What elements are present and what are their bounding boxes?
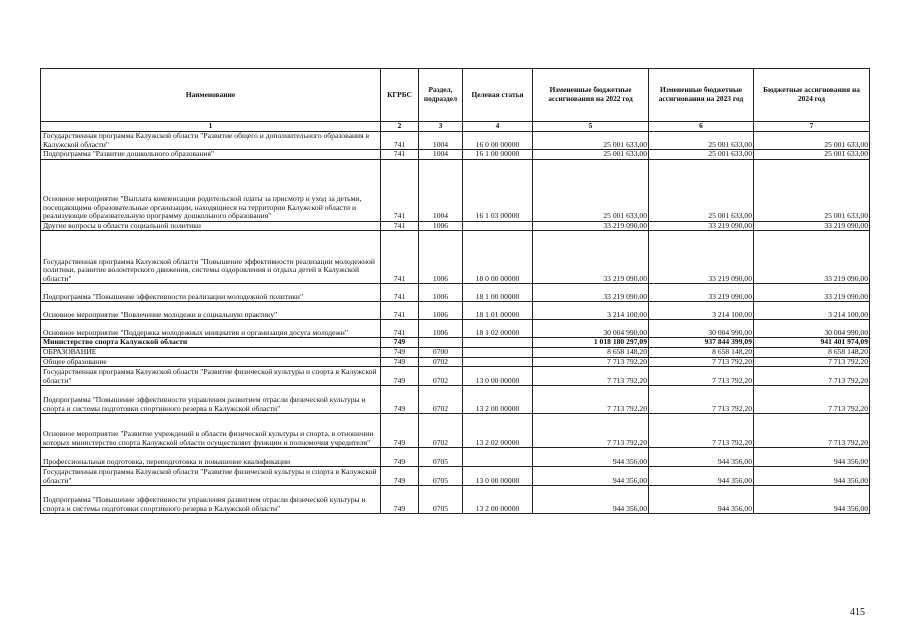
row-target — [463, 347, 533, 357]
row-section: 0702 — [419, 367, 463, 386]
row-kgrbs: 741 — [381, 284, 419, 302]
row-amount-2022: 33 219 090,00 — [533, 231, 649, 284]
row-amount-2024: 944 356,00 — [754, 467, 870, 486]
row-target — [463, 221, 533, 231]
row-amount-2023: 33 219 090,00 — [649, 231, 754, 284]
table-row — [41, 302, 870, 320]
table-row — [41, 448, 870, 467]
table-body — [41, 132, 870, 514]
row-name: Государственная программа Калужской области "Развитие общего и дополнительного образования в Калужской области" — [41, 132, 381, 150]
row-name: Основное мероприятие "Вовлечение молодежи в социальную практику" — [41, 302, 381, 320]
row-kgrbs: 741 — [381, 221, 419, 231]
column-number: 3 — [419, 122, 463, 132]
row-target: 13 2 00 00000 — [463, 486, 533, 514]
row-target: 16 1 00 00000 — [463, 150, 533, 160]
row-amount-2023: 25 001 633,00 — [649, 159, 754, 221]
row-target: 18 1 01 00000 — [463, 302, 533, 320]
row-target: 13 2 00 00000 — [463, 386, 533, 414]
row-amount-2022: 7 713 792,20 — [533, 367, 649, 386]
row-section — [419, 338, 463, 348]
row-amount-2024: 25 001 633,00 — [754, 150, 870, 160]
row-amount-2024: 7 713 792,20 — [754, 386, 870, 414]
row-amount-2023: 944 356,00 — [649, 467, 754, 486]
budget-table — [40, 68, 870, 514]
column-number: 1 — [41, 122, 381, 132]
header-section: Раздел, подраздел — [419, 69, 463, 122]
header-2024: Бюджетные ассигнования на 2024 год — [754, 69, 870, 122]
row-amount-2022: 944 356,00 — [533, 486, 649, 514]
row-name: Другие вопросы в области социальной политики — [41, 221, 381, 231]
row-kgrbs: 749 — [381, 414, 419, 448]
row-kgrbs: 749 — [381, 448, 419, 467]
row-amount-2022: 33 219 090,00 — [533, 284, 649, 302]
row-target: 18 1 00 00000 — [463, 284, 533, 302]
row-amount-2024: 944 356,00 — [754, 486, 870, 514]
table-row — [41, 320, 870, 338]
row-section: 1004 — [419, 132, 463, 150]
row-amount-2022: 944 356,00 — [533, 467, 649, 486]
row-amount-2023: 33 219 090,00 — [649, 284, 754, 302]
row-amount-2024: 33 219 090,00 — [754, 221, 870, 231]
column-number-row — [41, 122, 870, 132]
row-section: 0702 — [419, 414, 463, 448]
row-amount-2022: 7 713 792,20 — [533, 414, 649, 448]
row-amount-2023: 30 004 990,00 — [649, 320, 754, 338]
row-section: 0705 — [419, 448, 463, 467]
table-row — [41, 386, 870, 414]
table-row — [41, 357, 870, 367]
row-amount-2024: 8 658 148,20 — [754, 347, 870, 357]
row-amount-2024: 7 713 792,20 — [754, 357, 870, 367]
row-amount-2022: 25 001 633,00 — [533, 150, 649, 160]
table-row — [41, 367, 870, 386]
row-amount-2022: 33 219 090,00 — [533, 221, 649, 231]
header-2022: Измененные бюджетные ассигнования на 2022 год — [533, 69, 649, 122]
row-section: 1006 — [419, 320, 463, 338]
row-section: 1006 — [419, 284, 463, 302]
column-number: 6 — [649, 122, 754, 132]
row-kgrbs: 749 — [381, 486, 419, 514]
table-row — [41, 231, 870, 284]
table-row — [41, 132, 870, 150]
header-name: Наименование — [41, 69, 381, 122]
table-row — [41, 338, 870, 348]
table-row — [41, 150, 870, 160]
row-amount-2023: 7 713 792,20 — [649, 386, 754, 414]
row-amount-2024: 941 401 974,09 — [754, 338, 870, 348]
row-name: Подпрограмма "Развитие дошкольного образования" — [41, 150, 381, 160]
row-target — [463, 338, 533, 348]
row-amount-2023: 8 658 148,20 — [649, 347, 754, 357]
row-section: 1006 — [419, 231, 463, 284]
page-number: 415 — [850, 607, 865, 618]
row-amount-2023: 7 713 792,20 — [649, 367, 754, 386]
row-target: 18 0 00 00000 — [463, 231, 533, 284]
row-kgrbs: 741 — [381, 150, 419, 160]
column-number: 7 — [754, 122, 870, 132]
row-name: Профессиональная подготовка, переподготовка и повышение квалификации — [41, 448, 381, 467]
column-number: 4 — [463, 122, 533, 132]
row-amount-2022: 7 713 792,20 — [533, 386, 649, 414]
row-section: 0700 — [419, 347, 463, 357]
row-amount-2023: 937 844 399,09 — [649, 338, 754, 348]
row-section: 0705 — [419, 486, 463, 514]
row-amount-2024: 25 001 633,00 — [754, 159, 870, 221]
row-kgrbs: 741 — [381, 159, 419, 221]
header-2023: Измененные бюджетные ассигнования на 2023 год — [649, 69, 754, 122]
row-name: Общее образование — [41, 357, 381, 367]
row-section: 1006 — [419, 221, 463, 231]
row-amount-2023: 33 219 090,00 — [649, 221, 754, 231]
row-kgrbs: 741 — [381, 132, 419, 150]
table-row — [41, 486, 870, 514]
row-target — [463, 448, 533, 467]
row-name: Основное мероприятие "Развитие учреждений в области физической культуры и спорта, в отношении которых министерство спорта Калужской области осуществляет функции и полномочия учредителя" — [41, 414, 381, 448]
row-amount-2024: 33 219 090,00 — [754, 284, 870, 302]
row-kgrbs: 749 — [381, 357, 419, 367]
row-amount-2022: 3 214 100,00 — [533, 302, 649, 320]
budget-table-sheet — [40, 68, 869, 514]
row-amount-2024: 30 004 990,00 — [754, 320, 870, 338]
row-amount-2023: 25 001 633,00 — [649, 150, 754, 160]
row-amount-2023: 25 001 633,00 — [649, 132, 754, 150]
row-amount-2022: 25 001 633,00 — [533, 132, 649, 150]
row-amount-2022: 30 004 990,00 — [533, 320, 649, 338]
row-target: 13 2 02 00000 — [463, 414, 533, 448]
table-row — [41, 414, 870, 448]
row-kgrbs: 749 — [381, 367, 419, 386]
row-name: Государственная программа Калужской области "Развитие физической культуры и спорта в Калужской области" — [41, 467, 381, 486]
row-kgrbs: 741 — [381, 302, 419, 320]
row-target: 18 1 02 00000 — [463, 320, 533, 338]
row-name: ОБРАЗОВАНИЕ — [41, 347, 381, 357]
row-amount-2024: 7 713 792,20 — [754, 367, 870, 386]
row-target: 13 0 00 00000 — [463, 467, 533, 486]
row-target: 16 1 03 00000 — [463, 159, 533, 221]
table-row — [41, 284, 870, 302]
column-number: 2 — [381, 122, 419, 132]
row-name: Министерство спорта Калужской области — [41, 338, 381, 348]
row-section: 0702 — [419, 386, 463, 414]
header-target: Целевая статья — [463, 69, 533, 122]
row-name: Основное мероприятие "Поддержка молодежных инициатив и организация досуга молодежи" — [41, 320, 381, 338]
row-name: Подпрограмма "Повышение эффективности реализации молодежной политики" — [41, 284, 381, 302]
row-name: Государственная программа Калужской области "Развитие физической культуры и спорта в Калужской области" — [41, 367, 381, 386]
row-amount-2022: 7 713 792,20 — [533, 357, 649, 367]
row-name: Государственная программа Калужской области "Повышение эффективности реализации молодежной политики, развитие волонтерского движения, системы оздоровления и отдыха детей в Калужской области" — [41, 231, 381, 284]
row-amount-2023: 7 713 792,20 — [649, 357, 754, 367]
row-amount-2024: 33 219 090,00 — [754, 231, 870, 284]
header-kgrbs: КГРБС — [381, 69, 419, 122]
row-amount-2024: 3 214 100,00 — [754, 302, 870, 320]
row-section: 0702 — [419, 357, 463, 367]
row-name: Подпрограмма "Повышение эффективности управления развитием отрасли физической культуры и спорта и системы подготовки спортивного резерва в Калужской области" — [41, 486, 381, 514]
row-name: Подпрограмма "Повышение эффективности управления развитием отрасли физической культуры и спорта и системы подготовки спортивного резерва в Калужской области" — [41, 386, 381, 414]
row-section: 1006 — [419, 302, 463, 320]
table-row — [41, 159, 870, 221]
row-amount-2023: 3 214 100,00 — [649, 302, 754, 320]
row-kgrbs: 741 — [381, 320, 419, 338]
row-kgrbs: 749 — [381, 386, 419, 414]
row-target: 13 0 00 00000 — [463, 367, 533, 386]
row-amount-2023: 944 356,00 — [649, 448, 754, 467]
row-amount-2022: 1 018 180 297,09 — [533, 338, 649, 348]
row-kgrbs: 741 — [381, 231, 419, 284]
row-amount-2022: 944 356,00 — [533, 448, 649, 467]
table-row — [41, 347, 870, 357]
row-kgrbs: 749 — [381, 338, 419, 348]
row-target — [463, 357, 533, 367]
row-amount-2023: 944 356,00 — [649, 486, 754, 514]
row-name: Основное мероприятие "Выплата компенсации родительской платы за присмотр и уход за детьми, посещающими образовательные организации, находящиеся на территории Калужской области и реализующие образовательную программу дошкольного образования" — [41, 159, 381, 221]
column-number: 5 — [533, 122, 649, 132]
header-row — [41, 69, 870, 122]
row-amount-2023: 7 713 792,20 — [649, 414, 754, 448]
row-amount-2024: 7 713 792,20 — [754, 414, 870, 448]
table-row — [41, 467, 870, 486]
row-section: 1004 — [419, 150, 463, 160]
row-target: 16 0 00 00000 — [463, 132, 533, 150]
row-section: 0705 — [419, 467, 463, 486]
row-kgrbs: 749 — [381, 347, 419, 357]
row-amount-2024: 25 001 633,00 — [754, 132, 870, 150]
row-amount-2022: 8 658 148,20 — [533, 347, 649, 357]
row-amount-2022: 25 001 633,00 — [533, 159, 649, 221]
table-row — [41, 221, 870, 231]
row-amount-2024: 944 356,00 — [754, 448, 870, 467]
row-kgrbs: 749 — [381, 467, 419, 486]
row-section: 1004 — [419, 159, 463, 221]
